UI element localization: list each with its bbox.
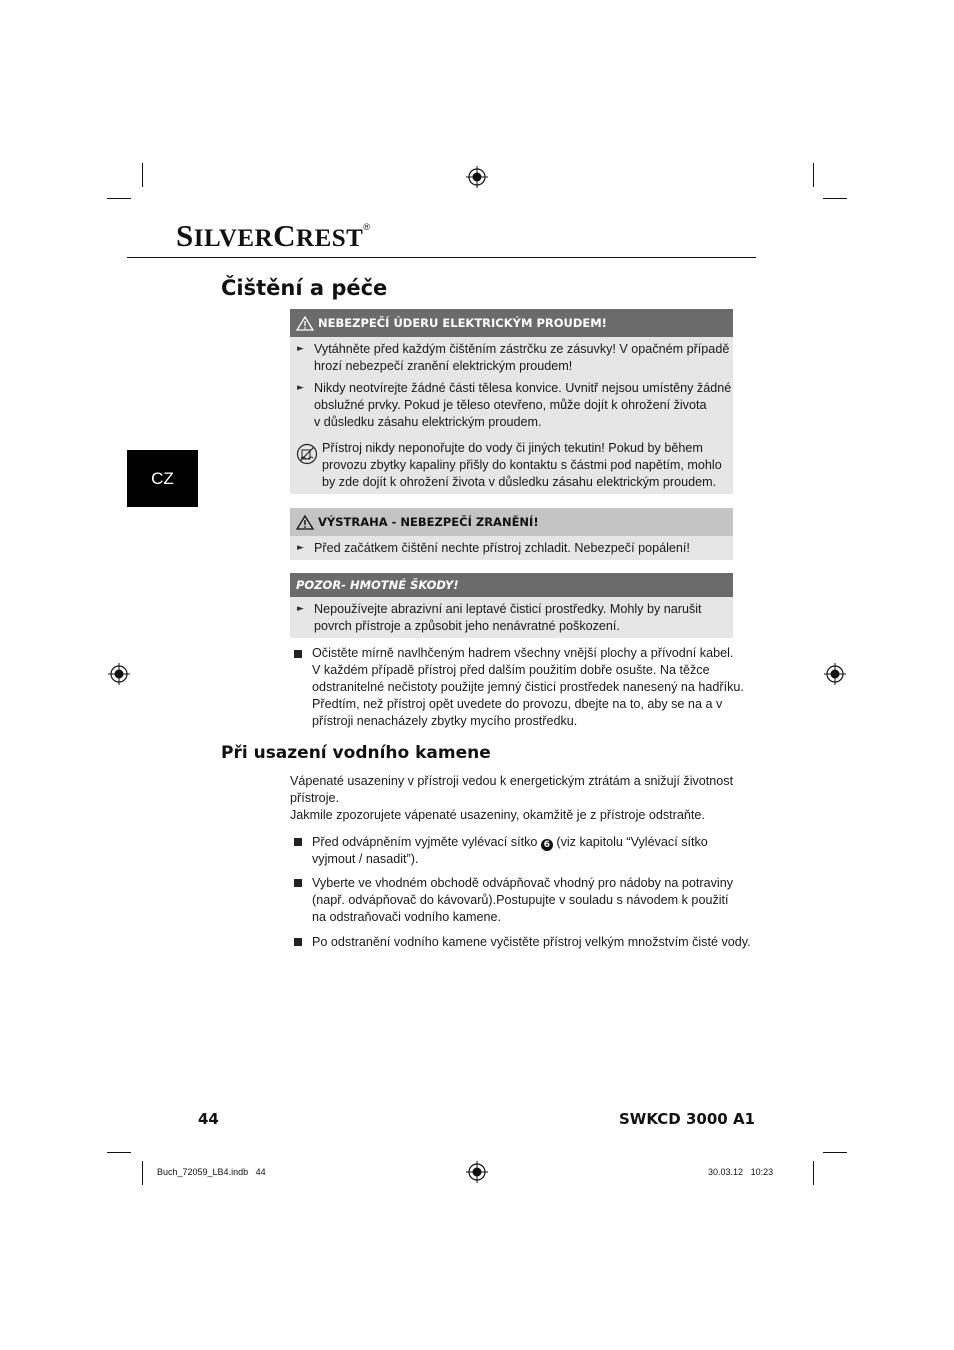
warning-triangle-icon bbox=[296, 316, 314, 331]
crop-mark bbox=[107, 1152, 131, 1153]
warning-electric-header: NEBEZPEČÍ ÚDERU ELEKTRICKÝM PROUDEM! bbox=[290, 309, 733, 337]
registration-mark-icon bbox=[108, 663, 130, 685]
section-title: Při usazení vodního kamene bbox=[221, 743, 491, 763]
warning-electric-item: Vytáhněte před každým čištěním zástrčku ze zásuvky! V opačném případě hrozí nebezpečí zranění elektrickým proudem! bbox=[314, 342, 730, 373]
bullet-arrow-icon: ► bbox=[297, 604, 304, 614]
crop-mark bbox=[813, 1161, 814, 1185]
crop-mark bbox=[813, 163, 814, 187]
warning-electric-icon-note: Přístroj nikdy neponořujte do vody či jiných tekutin! Pokud by během provozu zbytky kapaliny přišly do kontaktu s částmi pod napětím, mohlo by zde dojít k ohrožení života v důsledku zásahu elektrickým proudem. bbox=[322, 441, 722, 489]
bullet-arrow-icon: ► bbox=[297, 344, 304, 354]
warning-triangle-icon bbox=[296, 515, 314, 530]
square-bullet-icon bbox=[294, 938, 302, 946]
bullet-arrow-icon: ► bbox=[297, 543, 304, 553]
registration-mark-icon bbox=[824, 663, 846, 685]
descaling-step-1: Před odvápněním vyjměte vylévací sítko 6 (viz kapitolu “Vylévací sítko vyjmout / nasadit”). bbox=[312, 835, 708, 866]
descaling-step-3: Po odstranění vodního kamene vyčistěte přístroj velkým množstvím čisté vody. bbox=[312, 935, 751, 949]
caution-item: Nepoužívejte abrazivní ani leptavé čisticí prostředky. Mohly by narušit povrch přístroje a způsobit jeho nenávratné poškození. bbox=[314, 602, 702, 633]
descaling-step-2: Vyberte ve vhodném obchodě odvápňovač vhodný pro nádoby na potraviny (např. odvápňovač do kávovarů).Postupujte v souladu s návodem k použití na odstraňovači vodního kamene. bbox=[312, 876, 734, 924]
warning-electric-item: Nikdy neotvírejte žádné části tělesa konvice. Uvnitř nejsou umístěny žádné obslužné prvky. Pokud je těleso otevřeno, může dojít k ohrožení života v důsledku zásahu elektrickým proudem. bbox=[314, 381, 732, 429]
warning-injury-header: VÝSTRAHA - NEBEZPEČÍ ZRANĚNÍ! bbox=[290, 508, 733, 536]
no-immersion-icon bbox=[296, 443, 318, 465]
crop-mark bbox=[107, 198, 131, 199]
crop-mark bbox=[142, 1161, 143, 1185]
warning-injury-item: Před začátkem čištění nechte přístroj zchladit. Nebezpečí popálení! bbox=[314, 541, 690, 555]
model-number: SWKCD 3000 A1 bbox=[619, 1110, 755, 1128]
crop-mark bbox=[142, 163, 143, 187]
caution-header: POZOR- HMOTNÉ ŠKODY! bbox=[290, 573, 733, 597]
descaling-intro: Vápenaté usazeniny v přístroji vedou k energetickým ztrátám a snižují životnost přístroje. Jakmile zpozorujete vápenaté usazeniny, okamžitě je z přístroje odstraňte. bbox=[290, 774, 734, 822]
bullet-arrow-icon: ► bbox=[297, 383, 304, 393]
registration-mark-icon bbox=[466, 166, 488, 188]
slug-file: Buch_72059_LB4.indb 44 bbox=[157, 1167, 266, 1177]
part-number-badge: 6 bbox=[541, 839, 553, 851]
registration-mark-icon bbox=[466, 1161, 488, 1183]
cleaning-step: Očistěte mírně navlhčeným hadrem všechny vnější plochy a přívodní kabel. V každém případě přístroj před dalším použitím dobře osušte. Na těžce odstranitelné nečistoty použijte jemný čisticí prostředek nanesený na hadříku. Předtím, než přístroj opět uvedete do provozu, dbejte na to, aby se na a v přístroji nenacházely zbytky mycího prostředku. bbox=[312, 646, 744, 728]
header-rule bbox=[127, 257, 756, 258]
square-bullet-icon bbox=[294, 838, 302, 846]
crop-mark bbox=[823, 198, 847, 199]
page-title: Čištění a péče bbox=[221, 276, 388, 300]
slug-datetime: 30.03.12 10:23 bbox=[708, 1167, 774, 1177]
square-bullet-icon bbox=[294, 879, 302, 887]
language-tab: CZ bbox=[127, 450, 198, 507]
square-bullet-icon bbox=[294, 650, 302, 658]
crop-mark bbox=[823, 1152, 847, 1153]
page-number: 44 bbox=[198, 1110, 219, 1128]
brand-logo: SILVERCREST® bbox=[176, 218, 371, 253]
